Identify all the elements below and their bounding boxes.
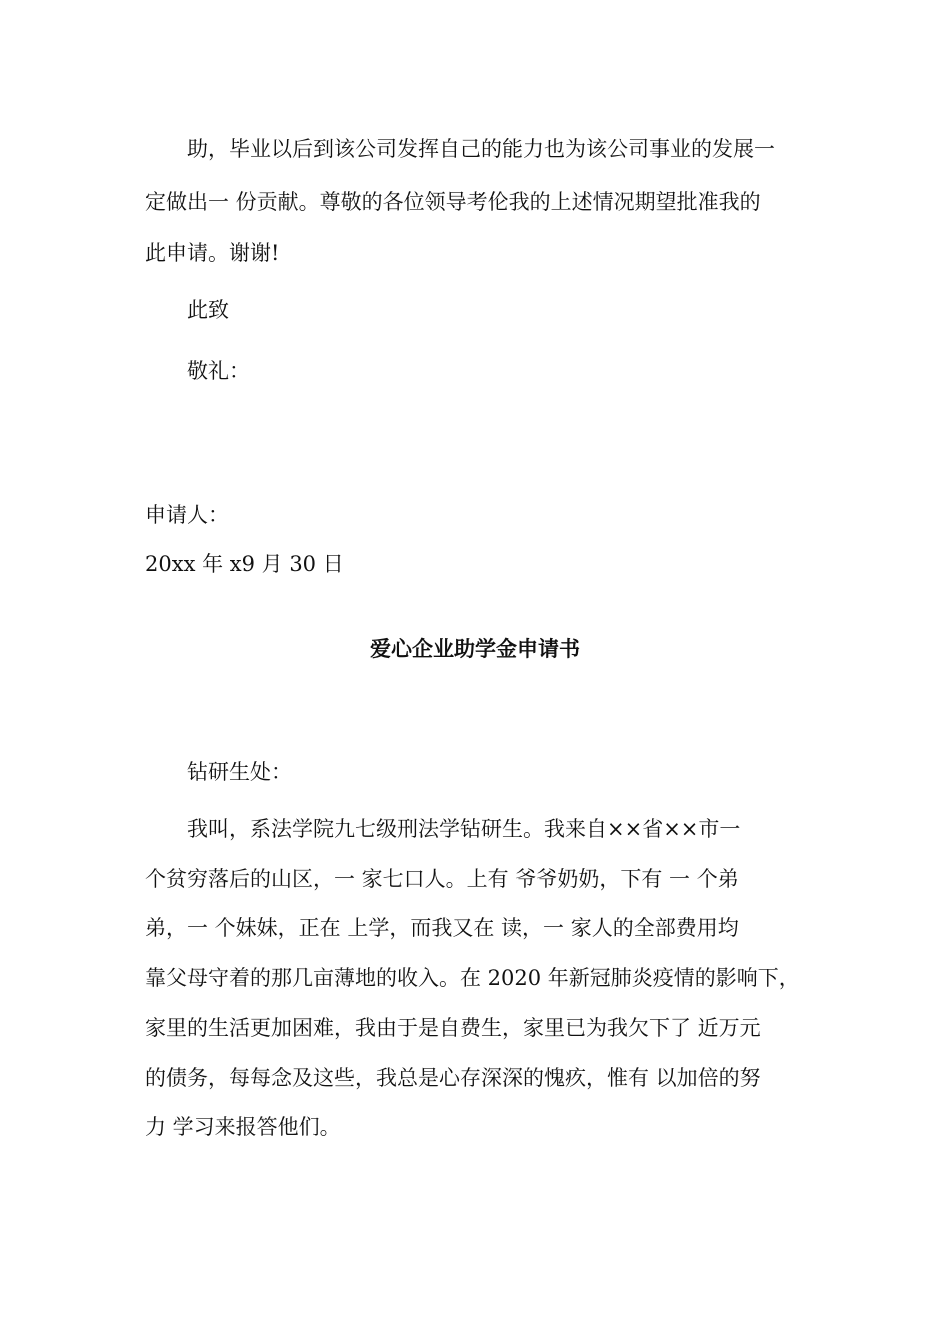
date-text: 20xx 年 x9 月 30 日: [145, 552, 344, 576]
paragraph-line: 助，毕业以后到该公司发挥自己的能力也为该公司事业的发展一: [145, 137, 775, 161]
applicant-label: 申请人：: [145, 503, 229, 527]
body-line: 我叫，系法学院九七级刑法学钻研生。我来自××省××市一: [145, 817, 741, 841]
paragraph-line: 此申请。谢谢!: [145, 241, 280, 265]
body-line: 靠父母守着的那几亩薄地的收入。在 2020 年新冠肺炎疫情的影响下，: [145, 966, 800, 990]
document-title: 爱心企业助学金申请书: [370, 636, 580, 661]
body-line: 力 学习来报答他们。: [145, 1115, 341, 1139]
closing-text: 此致: [145, 298, 229, 322]
body-line: 个贫穷落后的山区，一 家七口人。上有 爷爷奶奶，下有 一 个弟: [145, 867, 739, 891]
body-line: 的债务，每每念及这些，我总是心存深深的愧疚，惟有 以加倍的努: [145, 1066, 761, 1090]
body-line: 家里的生活更加困难，我由于是自费生，家里已为我欠下了 近万元: [145, 1016, 761, 1040]
body-line: 弟，一 个妹妹，正在 上学，而我又在 读，一 家人的全部费用均: [145, 916, 739, 940]
paragraph-line: 定做出一 份贡献。尊敬的各位领导考伦我的上述情况期望批准我的: [145, 190, 761, 214]
salutation-text: 钻研生处：: [145, 760, 292, 784]
salute-text: 敬礼：: [145, 359, 250, 383]
